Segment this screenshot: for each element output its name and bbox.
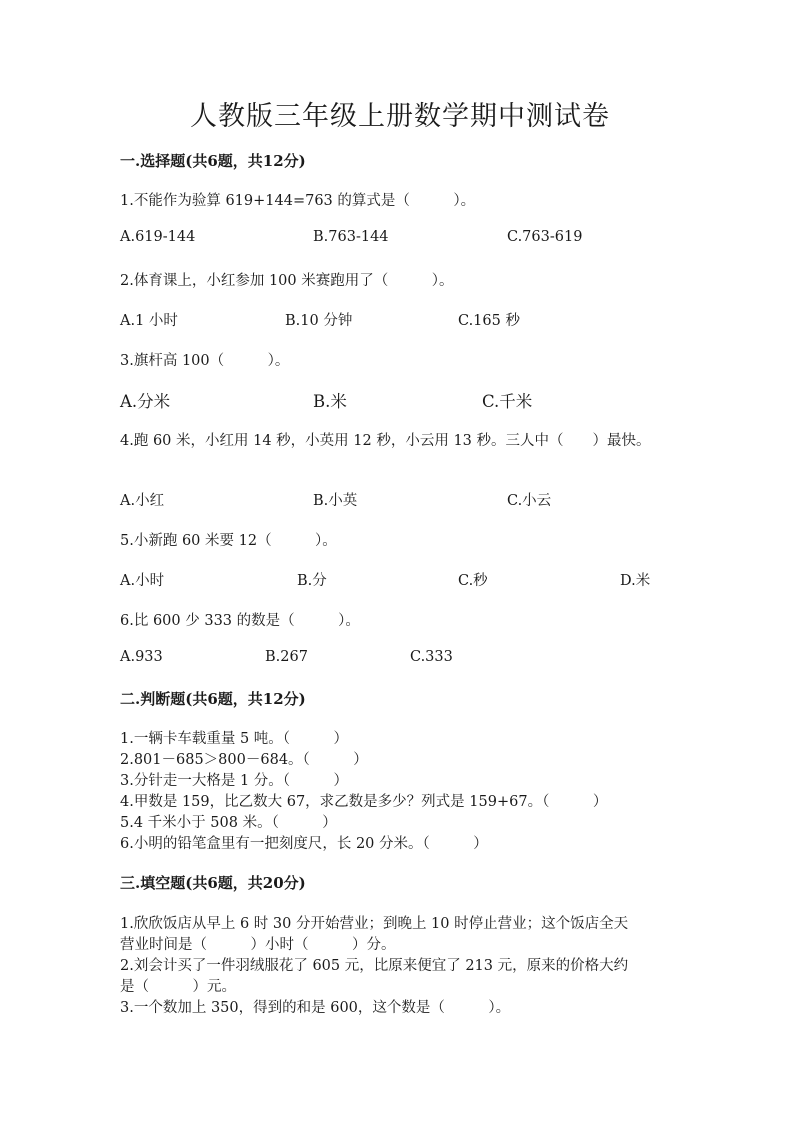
option: A.619-144 [120, 229, 196, 245]
option: C.763-619 [507, 229, 583, 245]
judgement-item: 1.一辆卡车载重量 5 吨。（ ） [120, 731, 349, 747]
question-text: 3.旗杆高 100（ ）。 [120, 353, 290, 369]
fill-in-line: 营业时间是（ ）小时（ ）分。 [120, 937, 396, 953]
judgement-item: 6.小明的铅笔盒里有一把刻度尺，长 20 分米。（ ） [120, 836, 488, 852]
option: B.分 [297, 573, 327, 589]
option: C.165 秒 [458, 313, 520, 329]
fill-in-line: 是（ ）元。 [120, 979, 236, 995]
question-text: 6.比 600 少 333 的数是（ ）。 [120, 613, 360, 629]
judgement-item: 5.4 千米小于 508 米。（ ） [120, 815, 337, 831]
option: B.小英 [313, 493, 358, 509]
judgement-item: 2.801－685＞800－684。（ ） [120, 752, 368, 768]
judgement-item: 4.甲数是 159，比乙数大 67，求乙数是多少？列式是 159+67。（ ） [120, 794, 608, 810]
option: A.分米 [120, 392, 171, 411]
section-heading-choice: 一.选择题(共6题，共12分) [120, 152, 306, 170]
option: A.1 小时 [120, 313, 178, 329]
option: C.333 [410, 649, 453, 665]
option: C.千米 [482, 392, 533, 411]
question-text: 4.跑 60 米，小红用 14 秒，小英用 12 秒，小云用 13 秒。三人中（ ）最快。 [120, 433, 651, 449]
option: C.小云 [507, 493, 552, 509]
fill-in-line: 2.刘会计买了一件羽绒服花了 605 元，比原来便宜了 213 元，原来的价格大约 [120, 958, 629, 974]
option: A.小时 [120, 573, 165, 589]
option: B.10 分钟 [285, 313, 353, 329]
judgement-item: 3.分针走一大格是 1 分。（ ） [120, 773, 349, 789]
question-text: 1.不能作为验算 619+144=763 的算式是（ ）。 [120, 193, 476, 209]
option: C.秒 [458, 573, 488, 589]
question-text: 2.体育课上，小红参加 100 米赛跑用了（ ）。 [120, 273, 454, 289]
section-heading-judgement: 二.判断题(共6题，共12分) [120, 690, 306, 708]
option: B.763-144 [313, 229, 389, 245]
option: A.933 [120, 649, 163, 665]
section-heading-fill-in: 三.填空题(共6题，共20分) [120, 874, 306, 892]
question-text: 5.小新跑 60 米要 12（ ）。 [120, 533, 337, 549]
option: A.小红 [120, 493, 165, 509]
fill-in-line: 3.一个数加上 350，得到的和是 600，这个数是（ ）。 [120, 1000, 511, 1016]
option: D.米 [620, 573, 651, 589]
page-title: 人教版三年级上册数学期中测试卷 [190, 101, 610, 132]
option: B.米 [313, 392, 347, 411]
fill-in-line: 1.欣欣饭店从早上 6 时 30 分开始营业；到晚上 10 时停止营业；这个饭店全天 [120, 916, 629, 932]
option: B.267 [265, 649, 308, 665]
